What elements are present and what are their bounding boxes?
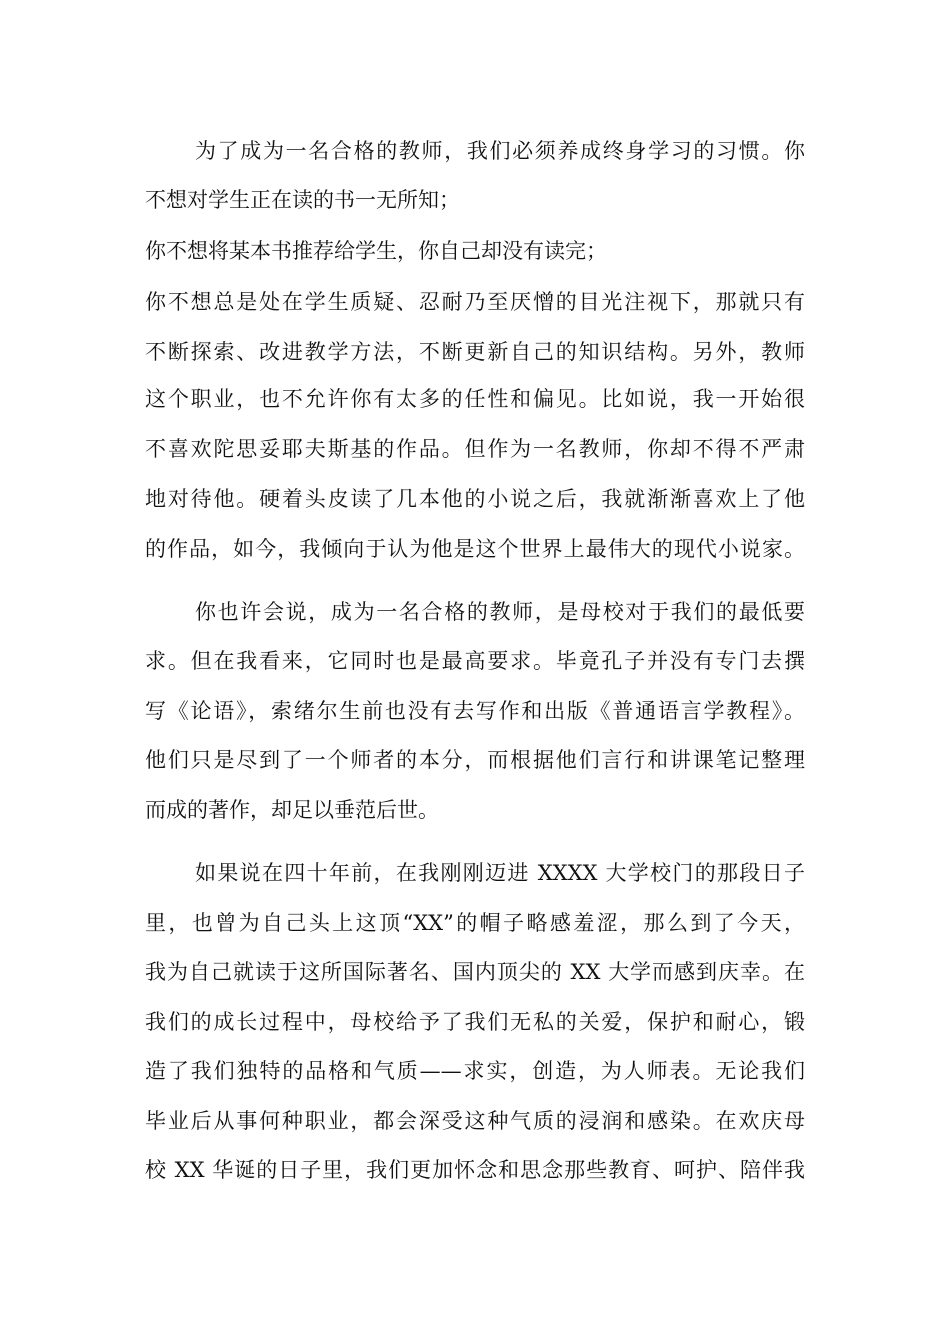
text-line: 毕业后从事何种职业，都会深受这种气质的浸润和感染。在欢庆母 [145,1109,805,1133]
text-line: 我为自己就读于这所国际著名、国内顶尖的 XX 大学而感到庆幸。在 [145,960,805,984]
text-line: 他们只是尽到了一个师者的本分，而根据他们言行和讲课笔记整理 [145,748,805,772]
text-line: 如果说在四十年前，在我刚刚迈进 XXXX 大学校门的那段日子 [195,861,805,885]
text-line: 这个职业，也不允许你有太多的任性和偏见。比如说，我一开始很 [145,387,805,411]
text-line: 而成的著作，却足以垂范后世。 [145,798,439,822]
text-line: 求。但在我看来，它同时也是最高要求。毕竟孔子并没有专门去撰 [145,649,805,673]
text-line: 为了成为一名合格的教师，我们必须养成终身学习的习惯。你 [195,139,805,163]
text-line: 写《论语》，索绪尔生前也没有去写作和出版《普通语言学教程》。 [145,699,805,723]
text-line: 的作品，如今，我倾向于认为他是这个世界上最伟大的现代小说家。 [145,537,805,561]
text-line: 地对待他。硬着头皮读了几本他的小说之后，我就渐渐喜欢上了他 [145,487,805,511]
text-line: 我们的成长过程中，母校给予了我们无私的关爱，保护和耐心，锻 [145,1010,805,1034]
text-line: 校 XX 华诞的日子里，我们更加怀念和思念那些教育、呵护、陪伴我 [145,1158,805,1182]
text-line: 你也许会说，成为一名合格的教师，是母校对于我们的最低要 [195,600,805,624]
text-line: 不想对学生正在读的书一无所知； [145,188,460,212]
text-line: 不断探索、改进教学方法，不断更新自己的知识结构。另外，教师 [145,340,805,364]
text-line: 你不想总是处在学生质疑、忍耐乃至厌憎的目光注视下，那就只有 [145,290,805,314]
text-line: 不喜欢陀思妥耶夫斯基的作品。但作为一名教师，你却不得不严肃 [145,437,805,461]
text-line: 你不想将某本书推荐给学生，你自己却没有读完； [145,239,607,263]
text-line: 里，也曾为自己头上这顶“XX”的帽子略感羞涩，那么到了今天， [145,911,805,935]
text-line: 造了我们独特的品格和气质——求实，创造，为人师表。无论我们 [145,1059,805,1083]
